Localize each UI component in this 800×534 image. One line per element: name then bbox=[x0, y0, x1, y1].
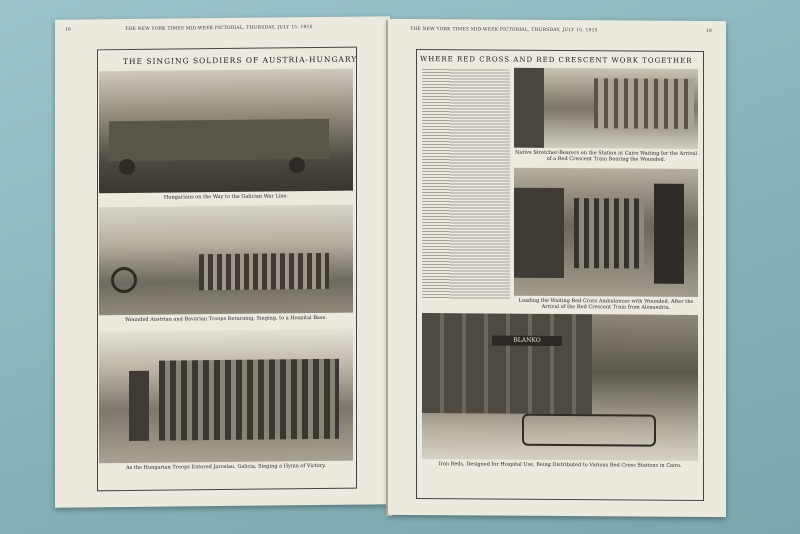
right-page-title: WHERE RED CROSS AND RED CRESCENT WORK TOGETHER bbox=[420, 55, 693, 65]
article-text-column bbox=[422, 69, 510, 300]
left-page-number: 18 bbox=[65, 27, 71, 33]
right-running-header: THE NEW YORK TIMES MID-WEEK PICTORIAL, THURSDAY, JULY 15, 1915 bbox=[410, 26, 598, 34]
photo-ambulances bbox=[514, 168, 698, 297]
left-running-header: THE NEW YORK TIMES MID-WEEK PICTORIAL, THURSDAY, JULY 15, 1915 bbox=[125, 25, 313, 33]
caption-4: Native Stretcher-Bearers on the Station at Cairo Waiting for the Arrival of a Red Crescent Train Bearing the Wounded. bbox=[514, 149, 698, 163]
shop-sign: BLANKO bbox=[492, 336, 562, 346]
left-page-title: THE SINGING SOLDIERS OF AUSTRIA-HUNGARY bbox=[123, 54, 358, 67]
photo-hungarians-train bbox=[99, 69, 353, 194]
caption-5: Loading the Waiting Red Cross Ambulances with Wounded, After the Arrival of the Red Crescent Train from Alexandria. bbox=[518, 297, 694, 311]
photo-troops-jaroslau bbox=[99, 329, 353, 464]
caption-6: Iron Beds, Designed for Hospital Use, Being Distributed to Various Red Cross Stations in Cairo. bbox=[438, 461, 682, 469]
caption-3: As the Hungarian Troops Entered Jaroslau, Galicia, Singing a Hymn of Victory. bbox=[126, 462, 326, 472]
caption-1: Hungarians on the Way to the Galician War Line. bbox=[163, 193, 289, 201]
photo-stretcher-bearers bbox=[514, 68, 698, 149]
right-page-number: 19 bbox=[706, 29, 712, 35]
right-page bbox=[388, 19, 726, 517]
photo-iron-beds bbox=[422, 313, 698, 461]
photo-wounded-troops bbox=[99, 205, 353, 316]
caption-2: Wounded Austrian and Bavarian Troops Returning, Singing, to a Hospital Base. bbox=[125, 314, 327, 324]
left-page bbox=[55, 16, 390, 508]
